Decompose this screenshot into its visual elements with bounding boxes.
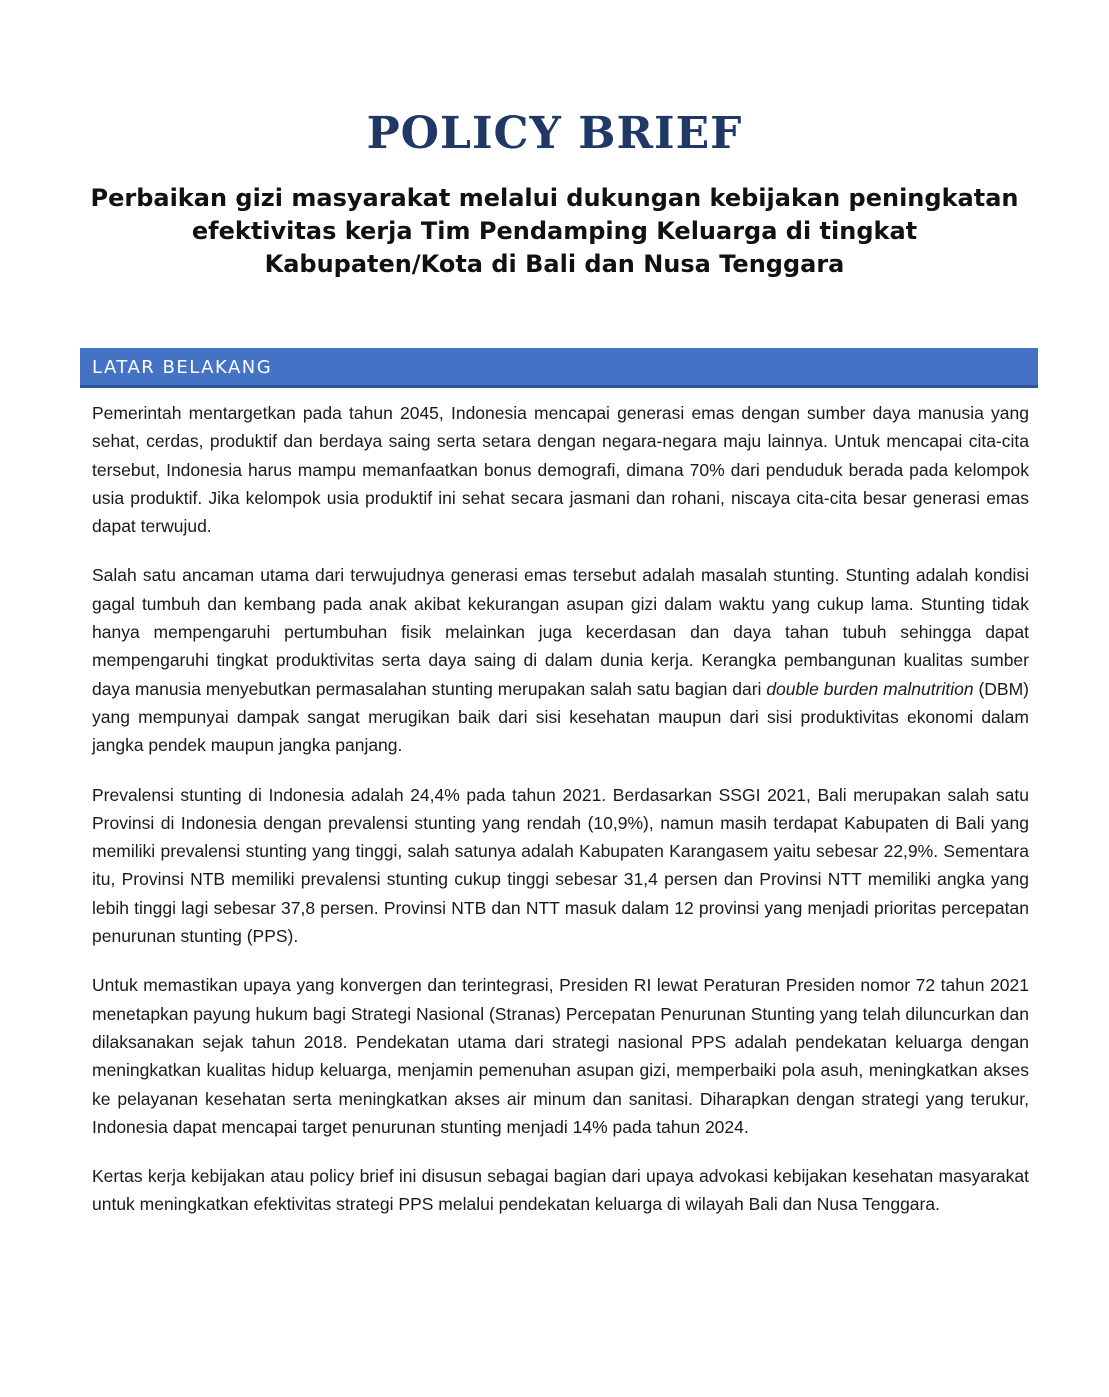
subtitle-line-2: efektivitas kerja Tim Pendamping Keluarga di tingkat bbox=[191, 217, 918, 245]
document-subtitle bbox=[80, 182, 1029, 281]
subtitle-line-1: Perbaikan gizi masyarakat melalui dukungan kebijakan peningkatan bbox=[90, 184, 1019, 212]
paragraph-1: Pemerintah mentargetkan pada tahun 2045, Indonesia mencapai generasi emas dengan sumber daya manusia yang sehat, cerdas, produktif dan berdaya saing serta setara dengan negara-negara maju lainnya. Untuk mencapai cita-cita tersebut, Indonesia harus mampu memanfaatkan bonus demografi, dimana 70% dari penduduk berada pada kelompok usia produktif. Jika kelompok usia produktif ini sehat secara jasmani dan rohani, niscaya cita-cita besar generasi emas dapat terwujud. bbox=[92, 403, 1029, 537]
subtitle-line-3: Kabupaten/Kota di Bali dan Nusa Tenggara bbox=[264, 250, 845, 278]
paragraph-2-text-start: Salah satu ancaman utama dari terwujudnya generasi emas tersebut adalah masalah stunting. Stunting adalah kondisi gagal tumbuh dan kembang pada anak akibat kekurangan asupan gizi dalam waktu yang cukup lama. Stunting tidak hanya mempengaruhi pertumbuhan fisik melainkan juga kecerdasan dan daya tahan tubuh sehingga dapat mempengaruhi tingkat produktivitas serta daya saing di dalam dunia kerja. Kerangka pembangunan kualitas sumber daya manusia menyebutkan permasalahan stunting merupakan salah satu bagian dari bbox=[92, 565, 1029, 699]
paragraph-2-italic-term: double burden malnutrition bbox=[766, 678, 974, 699]
document-title: POLICY BRIEF bbox=[366, 108, 743, 159]
paragraph-5: Kertas kerja kebijakan atau policy brief ini disusun sebagai bagian dari upaya advokasi kebijakan kesehatan masyarakat untuk meningkatkan efektivitas strategi PPS melalui pendekatan keluarga di wilayah Bali dan Nusa Tenggara. bbox=[92, 1166, 1029, 1215]
paragraph-3: Prevalensi stunting di Indonesia adalah 24,4% pada tahun 2021. Berdasarkan SSGI 2021, Bali merupakan salah satu Provinsi di Indonesia dengan prevalensi stunting yang rendah (10,9%), namun masih terdapat Kabupaten di Bali yang memiliki prevalensi stunting yang tinggi, salah satunya adalah Kabupaten Karangasem yaitu sebesar 22,9%. Sementara itu, Provinsi NTB memiliki prevalensi stunting cukup tinggi sebesar 31,4 persen dan Provinsi NTT memiliki angka yang lebih tinggi lagi sebesar 37,8 persen. Provinsi NTB dan NTT masuk dalam 12 provinsi yang menjadi prioritas percepatan penurunan stunting (PPS). bbox=[92, 784, 1029, 947]
paragraph-2-text-end: (DBM) yang mempunyai dampak sangat merugikan baik dari sisi kesehatan maupun dari sisi produktivitas ekonomi dalam jangka pendek maupun jangka panjang. bbox=[92, 678, 1029, 756]
paragraph-2 bbox=[92, 561, 1029, 759]
section-heading: LATAR BELAKANG bbox=[92, 357, 273, 378]
body-text bbox=[92, 399, 1029, 1240]
paragraph-4: Untuk memastikan upaya yang konvergen dan terintegrasi, Presiden RI lewat Peraturan Presiden nomor 72 tahun 2021 menetapkan payung hukum bagi Strategi Nasional (Stranas) Percepatan Penurunan Stunting yang telah diluncurkan dan dilaksanakan sejak tahun 2018. Pendekatan utama dari strategi nasional PPS adalah pendekatan keluarga dengan meningkatkan kualitas hidup keluarga, menjamin pemenuhan asupan gizi, memperbaiki pola asuh, meningkatkan akses ke pelayanan kesehatan serta meningkatkan akses air minum dan sanitasi. Diharapkan dengan strategi yang terukur, Indonesia dapat mencapai target penurunan stunting menjadi 14% pada tahun 2024. bbox=[92, 975, 1029, 1137]
section-header-bar bbox=[80, 348, 1038, 388]
